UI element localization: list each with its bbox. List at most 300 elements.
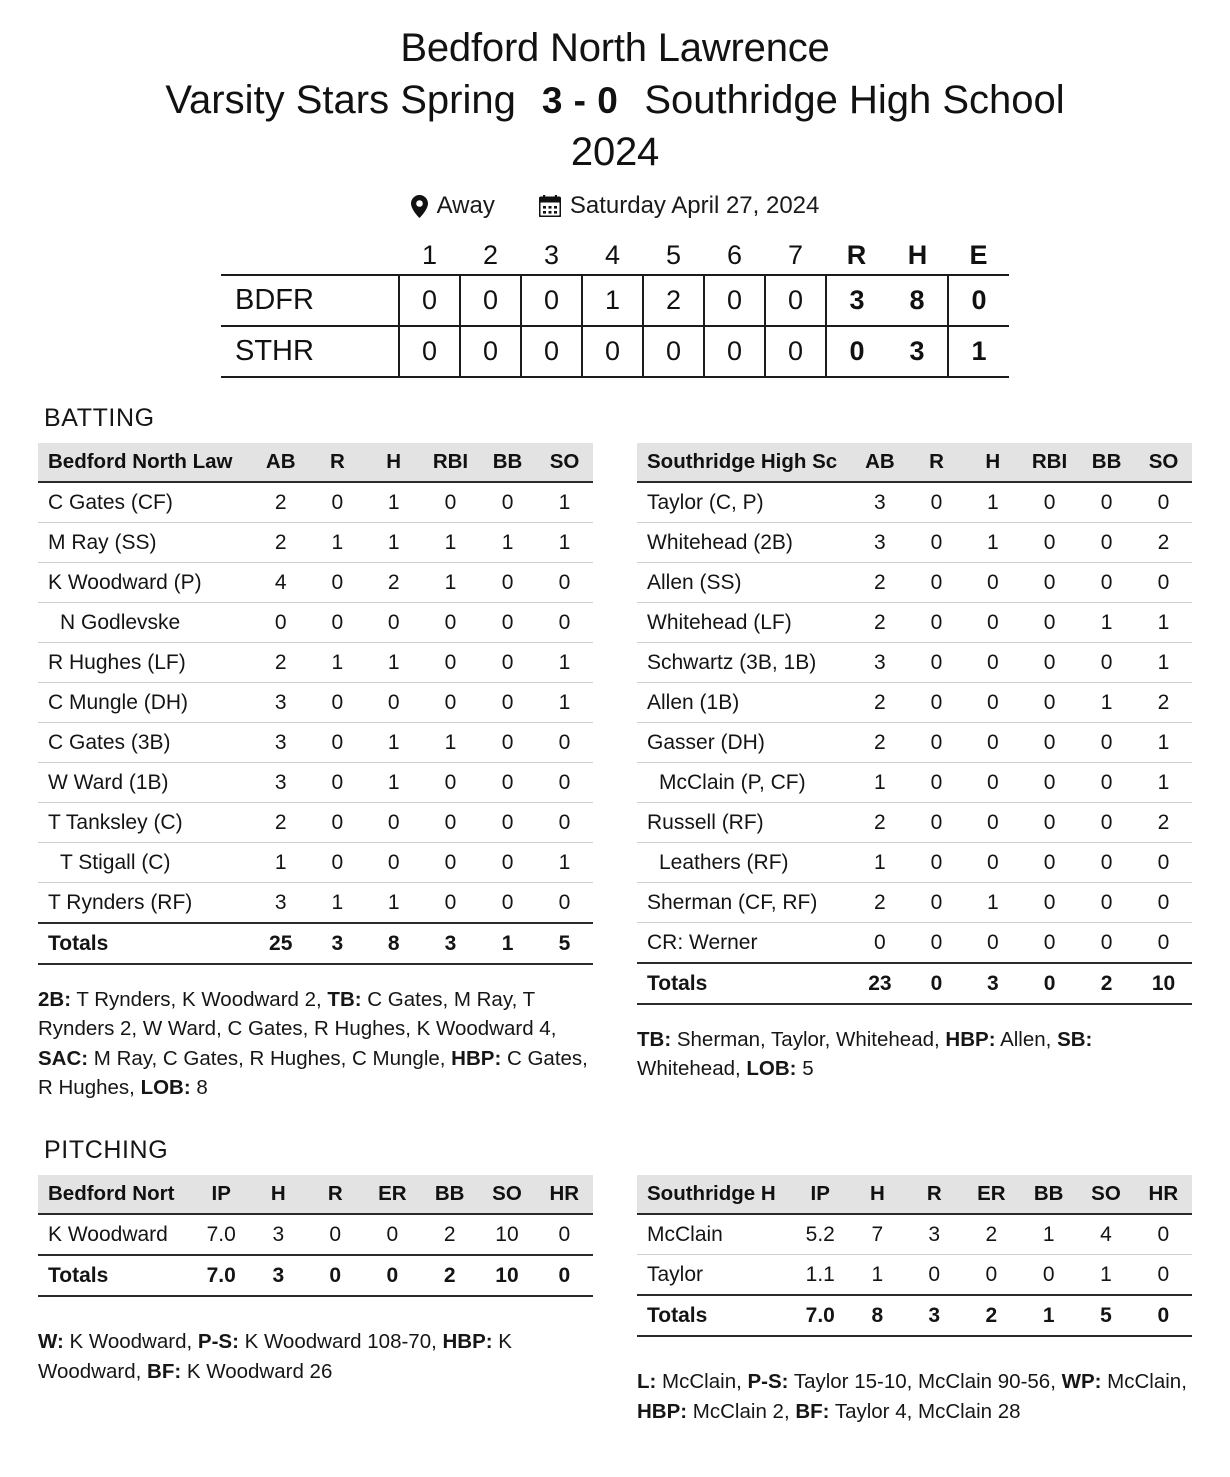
pitching-away-note-value-3: K Woodward 26 <box>181 1359 333 1383</box>
pitching-away-note-value-2: K Woodward, <box>38 1330 512 1383</box>
batting-home-stat-1: 0 <box>908 843 964 883</box>
batting-home-stat-1: 0 <box>908 482 964 523</box>
bdfr-inning-3: 0 <box>521 275 582 326</box>
pitching-away-stat-2: 0 <box>329 1222 342 1246</box>
sthr-inning-2: 0 <box>460 326 521 377</box>
batting-home-totals-stat-0: 23 <box>851 963 908 1004</box>
pitching-home-team-header: Southridge H <box>637 1175 792 1214</box>
pitching-away-stat-1: 3 <box>272 1222 285 1246</box>
batting-home-player-name: Leathers (RF) <box>637 843 851 883</box>
batting-away-stat-0: 3 <box>252 723 309 763</box>
batting-away-player-name: T Tanksley (C) <box>38 803 252 843</box>
batting-away-totals-stat-1: 3 <box>309 923 365 964</box>
pitching-away-team-header: Bedford Nort <box>38 1175 193 1214</box>
pitching-home-notes <box>637 1367 1192 1426</box>
batting-home-stat-3: 0 <box>1021 723 1078 763</box>
batting-home-stat-4: 0 <box>1078 523 1135 563</box>
batting-away-header-so: SO <box>536 443 593 482</box>
batting-away-stat-5: 1 <box>536 683 593 723</box>
pitching-table-home <box>637 1175 1192 1337</box>
pitching-away-header-ip: IP <box>193 1175 250 1214</box>
batting-home-stat-2: 0 <box>965 803 1021 843</box>
batting-home-totals-row <box>637 963 1192 1004</box>
pitching-home-stat-3: 2 <box>963 1214 1020 1255</box>
sthr-errors: 1 <box>948 326 1009 377</box>
date-chunk <box>539 192 820 220</box>
pitching-home-totals-stat-1: 8 <box>849 1295 906 1336</box>
batting-home-player-name: Sherman (CF, RF) <box>637 883 851 923</box>
pitching-away-note-value-0: K Woodward, <box>63 1330 198 1354</box>
batting-home-note-label-0: TB: <box>637 1028 672 1051</box>
pitching-home-totals-stat-3: 2 <box>963 1295 1020 1336</box>
pitching-away-totals-stat-3: 0 <box>364 1255 421 1296</box>
batting-home-totals-stat-4: 2 <box>1078 963 1135 1004</box>
batting-away-stat-2: 1 <box>366 482 422 523</box>
pitching-away-header-bb: BB <box>421 1175 478 1214</box>
batting-away-stat-5: 0 <box>536 563 593 603</box>
pitching-away-note-label-2: HBP: <box>442 1330 493 1354</box>
batting-home-stat-0: 3 <box>851 643 908 683</box>
batting-away-note-value-4: 8 <box>190 1075 208 1099</box>
batting-home-stat-2: 0 <box>965 723 1021 763</box>
pitching-home-header-h: H <box>849 1175 906 1214</box>
pitching-home-note-label-3: HBP: <box>637 1399 688 1423</box>
batting-away-stat-4: 0 <box>479 843 536 883</box>
table-row <box>38 803 593 843</box>
linescore-row-home <box>221 326 1009 377</box>
batting-home-stat-4: 0 <box>1078 482 1135 523</box>
batting-home-player-name: Allen (SS) <box>637 563 851 603</box>
batting-away-stat-3: 0 <box>422 482 479 523</box>
bdfr-inning-4: 1 <box>582 275 643 326</box>
pitching-home-note-value-2: McClain, <box>1101 1370 1187 1394</box>
batting-away-stat-1: 0 <box>309 763 365 803</box>
batting-home-stat-4: 1 <box>1078 683 1135 723</box>
pitching-away-totals-stat-6: 0 <box>536 1255 593 1296</box>
bdfr-inning-5: 2 <box>643 275 704 326</box>
batting-home-stat-1: 0 <box>908 683 964 723</box>
batting-home-totals-label: Totals <box>637 963 851 1004</box>
batting-away-stat-1: 0 <box>309 603 365 643</box>
pitching-away-column <box>38 1175 593 1386</box>
batting-home-stat-5: 2 <box>1135 803 1192 843</box>
pitching-away-notes <box>38 1327 593 1386</box>
pitching-home-stat-3: 0 <box>985 1262 998 1286</box>
batting-home-stat-5: 1 <box>1135 603 1192 643</box>
batting-away-stat-0: 3 <box>274 890 287 914</box>
batting-away-stat-2: 0 <box>366 683 422 723</box>
pitching-home-totals-stat-0: 7.0 <box>792 1295 849 1336</box>
batting-home-note-value-2: Whitehead, <box>637 1057 747 1081</box>
batting-away-totals-stat-3: 3 <box>422 923 479 964</box>
bdfr-runs: 3 <box>826 275 887 326</box>
pitching-home-stat-0: 1.1 <box>805 1262 835 1286</box>
batting-home-stat-0: 2 <box>851 603 908 643</box>
batting-home-column <box>637 443 1192 1084</box>
batting-away-note-label-1: TB: <box>327 988 362 1011</box>
batting-home-player-name: McClain (P, CF) <box>637 763 851 803</box>
table-row <box>637 523 1192 563</box>
pitching-away-totals-stat-1: 3 <box>250 1255 307 1296</box>
batting-away-stat-1: 0 <box>309 723 365 763</box>
pitching-home-note-value-3: McClain 2, <box>687 1399 796 1423</box>
batting-home-note-label-2: SB: <box>1057 1028 1093 1051</box>
batting-home-header-bb: BB <box>1078 443 1135 482</box>
batting-away-stat-0: 2 <box>252 523 309 563</box>
batting-home-stat-4: 0 <box>1078 723 1135 763</box>
batting-away-totals-stat-2: 8 <box>366 923 422 964</box>
batting-home-note-label-1: HBP: <box>945 1028 996 1051</box>
pitching-away-body <box>38 1214 593 1296</box>
pitching-home-header-hr: HR <box>1135 1175 1192 1214</box>
batting-home-stat-4: 0 <box>1100 930 1113 954</box>
batting-away-totals-stat-0: 25 <box>252 923 309 964</box>
batting-home-stat-3: 0 <box>1021 482 1078 523</box>
pitching-home-note-label-0: L: <box>637 1370 657 1394</box>
pitching-home-note-value-4: Taylor 4, McClain 28 <box>829 1399 1021 1423</box>
pitching-home-stat-2: 3 <box>906 1214 963 1255</box>
pitching-away-totals-stat-2: 0 <box>307 1255 364 1296</box>
batting-away-stat-4: 0 <box>479 603 536 643</box>
batting-away-note-value-2: M Ray, C Gates, R Hughes, C Mungle, <box>88 1046 452 1070</box>
batting-away-stat-0: 1 <box>252 843 309 883</box>
batting-away-stat-0: 0 <box>252 603 309 643</box>
batting-away-note-label-3: HBP: <box>451 1046 502 1070</box>
batting-home-stat-1: 0 <box>908 803 964 843</box>
batting-away-stat-5: 0 <box>536 763 593 803</box>
linescore-col-7: 7 <box>787 239 804 270</box>
batting-home-player-name: Schwartz (3B, 1B) <box>637 643 851 683</box>
pitching-away-stat-0: 7.0 <box>206 1222 236 1246</box>
batting-away-player-name: M Ray (SS) <box>38 523 252 563</box>
pitching-home-player-name: Taylor <box>647 1262 704 1286</box>
table-row <box>637 883 1192 923</box>
batting-away-stat-5: 0 <box>558 890 571 914</box>
batting-away-note-value-0: T Rynders, K Woodward 2, <box>71 988 328 1011</box>
pitching-home-note-value-0: McClain, <box>656 1370 748 1394</box>
batting-home-notes <box>637 1025 1192 1084</box>
pitching-away-note-value-1: K Woodward 108-70, <box>238 1330 443 1354</box>
linescore-table <box>221 236 1009 378</box>
batting-home-stat-0: 3 <box>851 482 908 523</box>
bdfr-errors: 0 <box>948 275 1009 326</box>
batting-home-player-name: Whitehead (2B) <box>637 523 851 563</box>
table-row <box>637 643 1192 683</box>
table-row <box>637 923 1192 964</box>
table-row <box>38 763 593 803</box>
batting-away-stat-4: 0 <box>479 482 536 523</box>
batting-away-stat-2: 1 <box>366 723 422 763</box>
table-row <box>38 843 593 883</box>
batting-away-stat-0: 2 <box>252 643 309 683</box>
sthr-inning-4: 0 <box>582 326 643 377</box>
pitching-away-header-r: R <box>307 1175 364 1214</box>
pitching-home-stat-5: 4 <box>1077 1214 1134 1255</box>
batting-away-header-bb: BB <box>479 443 536 482</box>
batting-away-stat-3: 0 <box>422 803 479 843</box>
batting-away-stat-4: 0 <box>479 723 536 763</box>
location-pin-icon <box>411 195 428 218</box>
batting-away-stat-2: 1 <box>366 763 422 803</box>
batting-away-team-header: Bedford North Law <box>38 443 252 482</box>
pitching-home-stat-0: 5.2 <box>792 1214 849 1255</box>
batting-home-stat-0: 2 <box>851 803 908 843</box>
batting-away-totals-row <box>38 923 593 964</box>
batting-home-totals-stat-3: 0 <box>1021 963 1078 1004</box>
batting-away-stat-0: 3 <box>252 763 309 803</box>
batting-home-stat-2: 0 <box>965 643 1021 683</box>
game-header <box>38 0 1192 220</box>
batting-home-player-name: Allen (1B) <box>637 683 851 723</box>
batting-home-stat-1: 0 <box>908 883 964 923</box>
batting-home-stat-2: 1 <box>965 523 1021 563</box>
batting-away-player-name: W Ward (1B) <box>38 763 252 803</box>
location-label: Away <box>436 192 495 219</box>
pitching-away-stat-4: 2 <box>443 1222 456 1246</box>
pitching-home-body <box>637 1214 1192 1336</box>
batting-away-totals-label: Totals <box>38 923 252 964</box>
pitching-home-stat-6: 0 <box>1157 1262 1170 1286</box>
batting-home-note-label-3: LOB: <box>746 1057 797 1081</box>
batting-home-header-row <box>637 443 1192 482</box>
batting-home-totals-stat-1: 0 <box>908 963 964 1004</box>
table-row <box>38 563 593 603</box>
table-row <box>637 563 1192 603</box>
batting-away-stat-2: 0 <box>366 603 422 643</box>
batting-home-stat-2: 1 <box>965 482 1021 523</box>
batting-away-stat-1: 1 <box>309 643 365 683</box>
batting-home-stat-3: 0 <box>1021 603 1078 643</box>
table-row <box>38 643 593 683</box>
batting-home-header-ab: AB <box>851 443 908 482</box>
batting-home-stat-5: 1 <box>1135 763 1192 803</box>
away-team-name-line2: Varsity Stars Spring <box>165 78 516 122</box>
final-score: 3 - 0 <box>541 80 619 121</box>
table-row <box>637 763 1192 803</box>
pitching-away-header-hr: HR <box>536 1175 593 1214</box>
batting-home-stat-0: 2 <box>851 723 908 763</box>
pitching-home-header-so: SO <box>1077 1175 1134 1214</box>
pitching-away-header-so: SO <box>478 1175 535 1214</box>
table-row <box>637 1214 1192 1255</box>
table-row <box>637 843 1192 883</box>
batting-away-stat-1: 0 <box>309 482 365 523</box>
linescore-col-4: 4 <box>604 239 621 270</box>
linescore-team-col-header <box>221 236 399 275</box>
linescore-header-row <box>221 236 1009 275</box>
batting-home-stat-5: 0 <box>1157 930 1170 954</box>
batting-away-stat-5: 0 <box>536 723 593 763</box>
batting-home-note-value-1: Allen, <box>995 1028 1058 1051</box>
batting-home-header-r: R <box>908 443 964 482</box>
sthr-hits: 3 <box>887 326 948 377</box>
batting-home-player-name: Taylor (C, P) <box>637 482 851 523</box>
pitching-home-column <box>637 1175 1192 1426</box>
batting-home-stat-3: 0 <box>1021 763 1078 803</box>
bdfr-inning-1: 0 <box>399 275 460 326</box>
batting-away-stat-4: 1 <box>479 523 536 563</box>
table-row <box>637 723 1192 763</box>
pitching-home-note-label-2: WP: <box>1061 1370 1102 1394</box>
linescore-col-1: 1 <box>421 239 438 270</box>
table-row <box>38 1214 593 1255</box>
batting-away-note-label-4: LOB: <box>140 1075 191 1099</box>
batting-away-stat-1: 0 <box>309 843 365 883</box>
batting-away-stat-5: 1 <box>536 523 593 563</box>
batting-home-stat-5: 0 <box>1135 843 1192 883</box>
pitching-home-header-ip: IP <box>792 1175 849 1214</box>
pitching-home-header-er: ER <box>963 1175 1020 1214</box>
pitching-away-note-label-3: BF: <box>147 1359 182 1383</box>
pitching-away-totals-row <box>38 1255 593 1296</box>
batting-home-stat-4: 0 <box>1078 763 1135 803</box>
batting-away-stat-4: 0 <box>501 890 514 914</box>
linescore-row-away <box>221 275 1009 326</box>
batting-away-stat-2: 1 <box>387 890 400 914</box>
batting-away-stat-0: 2 <box>252 482 309 523</box>
batting-away-totals-stat-5: 5 <box>536 923 593 964</box>
batting-home-stat-4: 0 <box>1078 563 1135 603</box>
pitching-away-note-label-1: P-S: <box>197 1330 239 1354</box>
table-row <box>637 803 1192 843</box>
batting-away-player-name: T Rynders (RF) <box>48 890 193 914</box>
linescore-col-3: 3 <box>543 239 560 270</box>
pitching-home-stat-5: 1 <box>1100 1262 1112 1286</box>
batting-home-stat-3: 0 <box>1021 843 1078 883</box>
batting-home-stat-5: 0 <box>1135 563 1192 603</box>
batting-home-stat-1: 0 <box>908 643 964 683</box>
batting-away-notes <box>38 985 593 1102</box>
batting-home-stat-3: 0 <box>1021 643 1078 683</box>
sthr-inning-3: 0 <box>521 326 582 377</box>
batting-home-stat-3: 0 <box>1021 883 1078 923</box>
linescore-team-bdfr: BDFR <box>221 275 399 326</box>
batting-home-stat-5: 1 <box>1135 723 1192 763</box>
batting-away-header-r: R <box>309 443 365 482</box>
sthr-inning-7: 0 <box>765 326 826 377</box>
pitching-home-stat-6: 0 <box>1135 1214 1192 1255</box>
batting-away-stat-2: 1 <box>366 523 422 563</box>
bdfr-inning-2: 0 <box>460 275 521 326</box>
batting-home-stat-4: 0 <box>1078 643 1135 683</box>
batting-away-stat-3: 0 <box>422 763 479 803</box>
batting-home-stat-5: 0 <box>1135 482 1192 523</box>
table-row <box>38 723 593 763</box>
batting-home-totals-stat-5: 10 <box>1135 963 1192 1004</box>
pitching-away-note-label-0: W: <box>38 1330 64 1354</box>
batting-home-stat-3: 0 <box>1021 523 1078 563</box>
pitching-away-header-er: ER <box>364 1175 421 1214</box>
batting-away-body <box>38 482 593 964</box>
batting-home-stat-4: 0 <box>1078 883 1135 923</box>
batting-home-stat-3: 0 <box>1021 683 1078 723</box>
batting-home-header-h: H <box>965 443 1021 482</box>
batting-home-stat-1: 0 <box>908 563 964 603</box>
pitching-columns <box>38 1175 1192 1426</box>
away-team-name-line1: Bedford North Lawrence <box>400 26 830 70</box>
batting-table-away <box>38 443 593 965</box>
batting-home-body <box>637 482 1192 1004</box>
batting-home-stat-5: 2 <box>1135 683 1192 723</box>
batting-away-stat-1: 0 <box>309 563 365 603</box>
batting-away-stat-3: 1 <box>422 723 479 763</box>
batting-away-stat-3: 0 <box>422 643 479 683</box>
table-row <box>637 683 1192 723</box>
batting-home-stat-4: 0 <box>1078 843 1135 883</box>
batting-home-stat-5: 0 <box>1135 883 1192 923</box>
linescore-col-r: R <box>846 239 867 270</box>
batting-home-totals-stat-2: 3 <box>965 963 1021 1004</box>
batting-home-stat-2: 0 <box>986 930 999 954</box>
batting-away-stat-4: 0 <box>479 683 536 723</box>
pitching-away-header-h: H <box>250 1175 307 1214</box>
batting-away-stat-3: 0 <box>422 603 479 643</box>
batting-away-player-name: K Woodward (P) <box>38 563 252 603</box>
batting-away-player-name: C Gates (3B) <box>38 723 252 763</box>
batting-home-stat-2: 0 <box>965 763 1021 803</box>
batting-home-stat-0: 1 <box>851 763 908 803</box>
pitching-home-note-label-4: BF: <box>795 1399 830 1423</box>
pitching-home-totals-stat-6: 0 <box>1135 1295 1192 1336</box>
batting-away-stat-4: 0 <box>479 763 536 803</box>
matchup-title <box>38 22 1192 178</box>
batting-away-stat-1: 1 <box>331 890 344 914</box>
batting-away-player-name: C Gates (CF) <box>38 482 252 523</box>
batting-home-stat-5: 1 <box>1135 643 1192 683</box>
sthr-runs: 0 <box>826 326 887 377</box>
pitching-home-totals-stat-2: 3 <box>906 1295 963 1336</box>
table-row <box>38 883 593 924</box>
pitching-section-title: PITCHING <box>44 1136 169 1165</box>
batting-away-stat-5: 0 <box>536 603 593 643</box>
batting-home-player-name: Russell (RF) <box>637 803 851 843</box>
calendar-icon <box>539 195 561 217</box>
batting-away-stat-0: 4 <box>252 563 309 603</box>
batting-away-note-label-2: SAC: <box>38 1046 89 1070</box>
table-row <box>637 603 1192 643</box>
pitching-away-header-row <box>38 1175 593 1214</box>
batting-table-home <box>637 443 1192 1005</box>
sthr-inning-1: 0 <box>399 326 460 377</box>
away-team-name-line3: 2024 <box>570 130 660 174</box>
batting-home-team-header: Southridge High Sc <box>637 443 851 482</box>
batting-home-stat-1: 0 <box>908 603 964 643</box>
linescore-container <box>38 236 1192 378</box>
pitching-home-totals-row <box>637 1295 1192 1336</box>
batting-away-totals-stat-4: 1 <box>479 923 536 964</box>
batting-away-note-value-3: C Gates, R Hughes, <box>38 1046 588 1099</box>
pitching-home-stat-1: 7 <box>849 1214 906 1255</box>
linescore-col-h: H <box>907 239 928 270</box>
batting-away-player-name: T Stigall (C) <box>38 843 252 883</box>
date-label: Saturday April 27, 2024 <box>569 192 820 219</box>
batting-away-note-value-1: C Gates, M Ray, T Rynders 2, W Ward, C Gates, R Hughes, K Woodward 4, <box>38 988 557 1041</box>
batting-home-stat-1: 0 <box>908 763 964 803</box>
batting-columns <box>38 443 1192 1102</box>
bdfr-inning-6: 0 <box>704 275 765 326</box>
linescore-col-e: E <box>969 239 988 270</box>
batting-home-stat-2: 1 <box>965 883 1021 923</box>
batting-away-stat-2: 1 <box>366 643 422 683</box>
pitching-away-stat-6: 0 <box>558 1222 571 1246</box>
pitching-away-player-name: K Woodward <box>48 1222 168 1246</box>
batting-away-stat-3: 1 <box>422 523 479 563</box>
table-row <box>38 603 593 643</box>
bdfr-hits: 8 <box>887 275 948 326</box>
batting-home-stat-3: 0 <box>1043 930 1056 954</box>
batting-away-stat-2: 0 <box>366 843 422 883</box>
batting-away-stat-3: 0 <box>444 890 457 914</box>
